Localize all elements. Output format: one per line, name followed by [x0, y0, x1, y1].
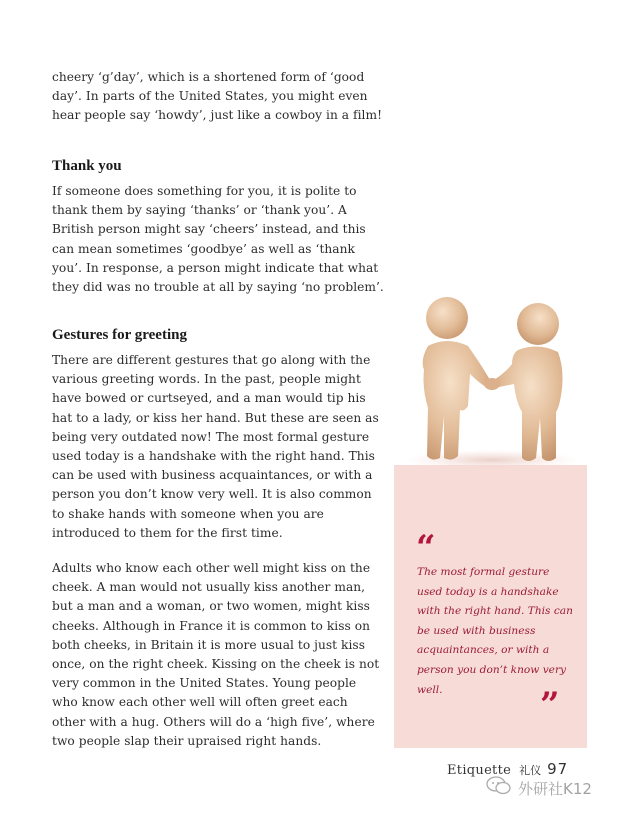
handshake-figures-icon — [392, 288, 592, 470]
gestures-paragraph-1: There are different gestures that go along with the various greeting words. In the past, people might have bowed or curtseyed, and a man would tip his hat to a lady, or kiss her hand. But these are seen as being very outdated now! The most formal gesture used today is a handshake with the right hand. This can be used with business acquaintances, or with a person you don’t know very well. It is also common to shake hands with someone when you are introduced to them for the first time. — [52, 353, 379, 540]
close-quote-mark: ” — [540, 685, 560, 725]
watermark — [486, 777, 592, 799]
wechat-icon — [486, 776, 512, 800]
thank-you-heading: Thank you — [52, 158, 122, 174]
open-quote-mark: “ — [416, 528, 436, 568]
footer-chinese-title: 礼仪 — [519, 764, 542, 777]
intro-paragraph: cheery ‘g’day’, which is a shortened form of ‘good day’. In parts of the United States, you might even hear people say ‘howdy’, just like a cowboy in a film! — [52, 70, 383, 123]
thank-you-paragraph: If someone does something for you, it is polite to thank them by saying ‘thanks’ or ‘thank you’. A British person might say ‘cheers’ instead, and this can mean sometimes ‘goodbye’ as well as ‘thank you’. In response, a person might indicate that what they did was no trouble at all by saying ‘no problem’. — [52, 184, 384, 295]
watermark-text: 外研社K12 — [518, 779, 592, 798]
gestures-paragraph-2: Adults who know each other well might kiss on the cheek. A man would not usually kiss another man, but a man and a woman, or two women, might kiss cheeks. Although in France it is common to kiss on both cheeks, in Britain it is more usual to just kiss once, on the right cheek. Kissing on the cheek is not very common in the United States. Young people who know each other well will often greet each other with a hug. Others will do a ‘high five’, where two people slap their upraised right hands. — [52, 561, 380, 748]
footer-title: Etiquette — [447, 763, 512, 778]
gestures-heading: Gestures for greeting — [52, 327, 187, 343]
pull-quote-text: The most formal gesture used today is a handshake with the right hand. This can be used with business acquaintances, or with a person you don’t know very well. — [417, 566, 573, 696]
page-number: 97 — [547, 760, 569, 778]
